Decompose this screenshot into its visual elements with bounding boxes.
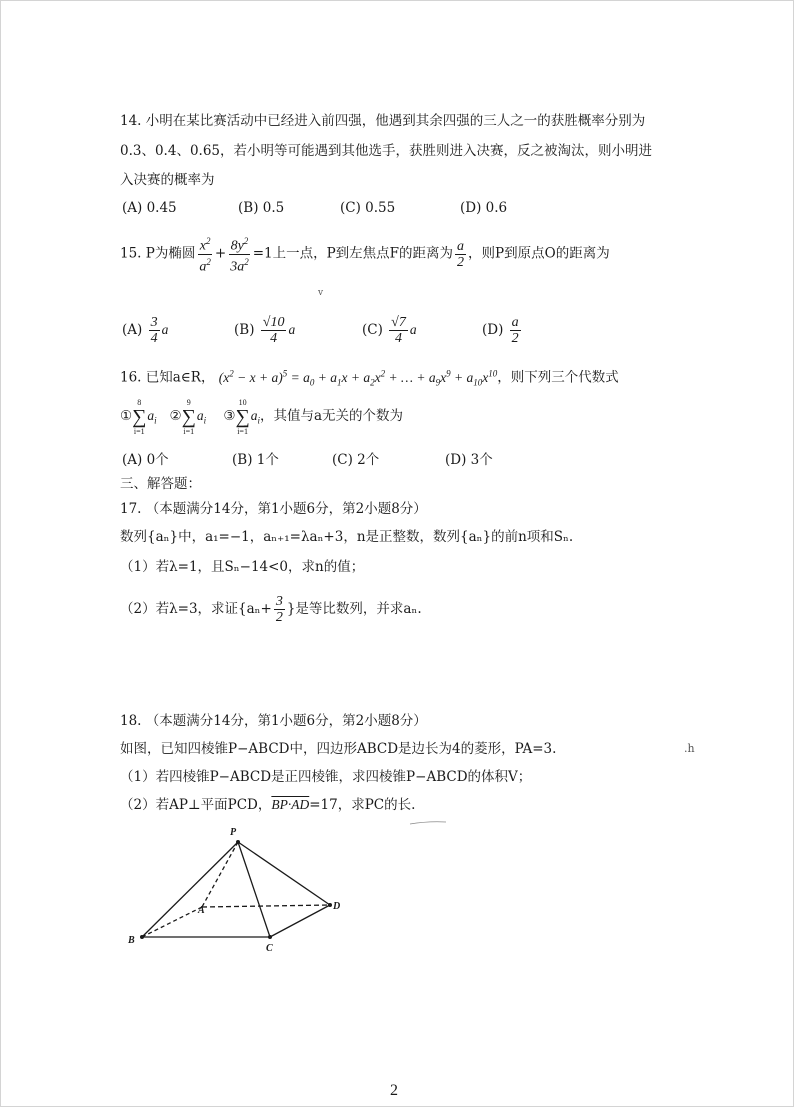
- page-number: 2: [390, 1082, 398, 1099]
- edge-PC: [238, 842, 270, 937]
- q15-text-a: P为椭圆: [145, 245, 196, 262]
- q17-header: 17. （本题满分14分，第1小题6分，第2小题8分）: [120, 501, 427, 517]
- edge-CD: [270, 905, 330, 937]
- vertex-label-B: B: [128, 935, 135, 946]
- section-3-heading: 三、解答题：: [120, 476, 201, 492]
- q15-option-b: (B) $\frac{√10}{4}$ a: [234, 315, 296, 346]
- q14-option-c: (C) 0.55: [340, 200, 396, 216]
- q17-body: 数列{aₙ}中，a₁=−1，aₙ₊₁=λaₙ+3，n是正整数，数列{aₙ}的前n项和Sₙ.: [120, 529, 574, 545]
- vertex-label-A: A: [198, 905, 205, 916]
- q15-option-d: (D) $\frac{a}{2}$: [482, 315, 519, 346]
- scan-mark: .h: [684, 742, 695, 755]
- q14-line1: 14. 小明在某比赛活动中已经进入前四强，他遇到其余四强的三人之一的获胜概率分别为: [120, 113, 646, 129]
- edge-AB-hidden: [142, 907, 202, 937]
- pen-stroke: [408, 818, 448, 828]
- edge-PB: [142, 842, 238, 937]
- q18-part1: （1）若四棱锥P−ABCD是正四棱锥，求四棱锥P−ABCD的体积V；: [120, 769, 532, 785]
- q18-body: 如图，已知四棱锥P−ABCD中，四边形ABCD是边长为4的菱形，PA=3.: [120, 741, 557, 757]
- q18-part2: （2）若AP⊥平面PCD，BP·AD=17，求PC的长.: [120, 797, 416, 813]
- edge-PD: [238, 842, 330, 905]
- q16-expressions: ① 8 ∑ i=1 $a_i$ ② 9 ∑ i=1 $a_i$ ③ 10 ∑ i=1 $a_i$，其值与a无关的个数为: [120, 397, 404, 436]
- q15-ellipse-term2: $\frac{8y^2}{3a^2}$: [230, 236, 249, 275]
- q16-stem: [120, 364, 619, 391]
- q14-line3: 入决赛的概率为: [120, 172, 215, 188]
- q16-option-d: (D) 3个: [445, 452, 493, 468]
- q15-ellipse-term1: $\frac{x^2}{a^2}$: [199, 236, 211, 275]
- sum-expression-2: 9 ∑ i=1: [181, 397, 196, 436]
- scan-mark: v: [318, 288, 324, 298]
- q15-option-c: (C) $\frac{√7}{4}$ a: [362, 315, 417, 346]
- q15-distance-fraction: $\frac{a}{2}$: [457, 238, 465, 270]
- q14-option-b: (B) 0.5: [238, 200, 285, 216]
- q16-lead: 16. 已知a∈R，: [120, 369, 215, 386]
- q15-text-c: ，则P到原点O的距离为: [468, 245, 610, 262]
- q14-line2: 0.3、0.4、0.65，若小明等可能遇到其他选手，获胜则进入决赛，反之被淘汰，则小明进: [120, 143, 652, 159]
- q16-option-c: (C) 2个: [332, 452, 380, 468]
- q16-option-a: (A) 0个: [122, 452, 169, 468]
- sum-expression-3: 10 ∑ i=1: [235, 397, 250, 436]
- q14-option-d: (D) 0.6: [460, 200, 508, 216]
- q14-option-a: (A) 0.45: [122, 200, 177, 216]
- sum-expression-1: 8 ∑ i=1: [132, 397, 147, 436]
- q17-part2: （2）若λ=3，求证{aₙ+ $\frac{3}{2}$ }是等比数列，并求aₙ.: [120, 594, 422, 625]
- q16-question: ，其值与a无关的个数为: [259, 408, 404, 424]
- q15-option-a: (A) $\frac{3}{4}$ a: [122, 315, 169, 346]
- edge-AD-hidden: [202, 905, 330, 907]
- q16-polynomial: $(x^2 - x + a)^5 = a_0 + a_1x + a_2x^2$ + … + $a_9x^9 + a_{10}x^{10}$: [218, 368, 498, 388]
- q18-header: 18. （本题满分14分，第1小题6分，第2小题8分）: [120, 713, 427, 729]
- q16-option-b: (B) 1个: [232, 452, 279, 468]
- q16-tail: ，则下列三个代数式: [497, 369, 619, 386]
- q17-part1: （1）若λ=1，且Sₙ−14<0，求n的值；: [120, 559, 365, 575]
- q15-stem: 15. P为椭圆 $\frac{x^2}{a^2}$ + $\frac{8y^2}{3a^2}$ =1上一点，P到左焦点F的距离为 $\frac{a}{2}$ ，则P到原点O的距离为: [120, 236, 610, 275]
- vertex-label-C: C: [266, 943, 273, 954]
- q15-number: 15.: [120, 245, 142, 262]
- q15-text-b: =1上一点，P到左焦点F的距离为: [252, 245, 454, 262]
- edge-PA-hidden: [202, 842, 238, 907]
- vertex-label-P: P: [230, 827, 237, 838]
- pyramid-figure: [120, 822, 360, 962]
- vertex-label-D: D: [333, 901, 341, 912]
